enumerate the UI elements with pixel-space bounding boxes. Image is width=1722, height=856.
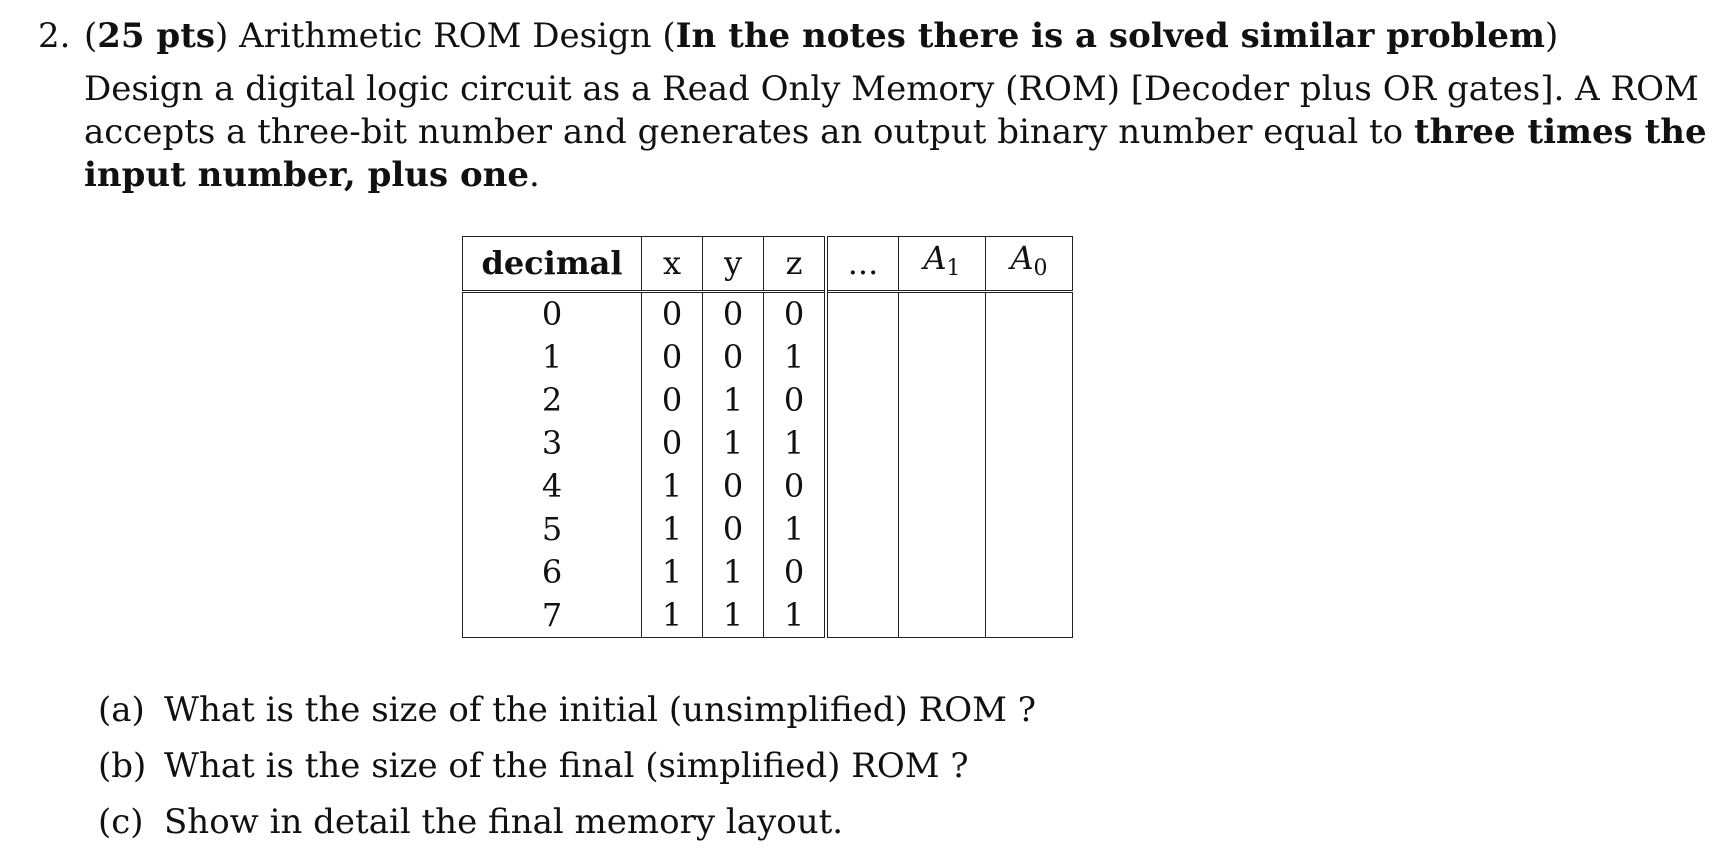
cell-a1	[899, 422, 986, 465]
cell-z: 0	[764, 379, 827, 422]
question-text: Show in detail the final memory layout.	[164, 802, 844, 842]
header-a1: $A_1$	[899, 237, 986, 292]
cell-y: 0	[703, 508, 764, 551]
cell-ellipsis	[826, 551, 899, 594]
problem-heading: 2. (25 pts) Arithmetic ROM Design (In the notes there is a solved similar problem)	[38, 16, 1559, 56]
question-a	[98, 688, 1036, 744]
cell-ellipsis	[826, 379, 899, 422]
cell-decimal: 6	[463, 551, 642, 594]
cell-a0	[986, 336, 1073, 379]
cell-ellipsis	[826, 292, 899, 337]
header-decimal: decimal	[463, 237, 642, 292]
cell-a1	[899, 551, 986, 594]
table-row	[463, 551, 1073, 594]
cell-ellipsis	[826, 336, 899, 379]
cell-ellipsis	[826, 422, 899, 465]
cell-z: 1	[764, 594, 827, 638]
cell-y: 0	[703, 336, 764, 379]
header-x: x	[642, 237, 703, 292]
cell-a0	[986, 465, 1073, 508]
problem-title: Arithmetic ROM Design (	[228, 16, 676, 56]
header-z: z	[764, 237, 827, 292]
cell-x: 1	[642, 551, 703, 594]
table-row	[463, 465, 1073, 508]
problem-number: 2.	[38, 16, 71, 56]
header-y: y	[703, 237, 764, 292]
cell-ellipsis	[826, 465, 899, 508]
cell-a0	[986, 379, 1073, 422]
question-label: (a)	[98, 690, 145, 730]
table-row	[463, 379, 1073, 422]
cell-y: 0	[703, 465, 764, 508]
cell-decimal: 2	[463, 379, 642, 422]
cell-y: 1	[703, 422, 764, 465]
question-list	[98, 688, 1036, 856]
cell-ellipsis	[826, 508, 899, 551]
header-ellipsis: ...	[826, 237, 899, 292]
cell-z: 1	[764, 508, 827, 551]
cell-a0	[986, 551, 1073, 594]
table-row	[463, 336, 1073, 379]
table-row	[463, 422, 1073, 465]
cell-a0	[986, 422, 1073, 465]
description-line-3: input number, plus one.	[84, 155, 540, 195]
header-a0: $A_0$	[986, 237, 1073, 292]
cell-x: 0	[642, 422, 703, 465]
cell-x: 1	[642, 465, 703, 508]
cell-z: 1	[764, 422, 827, 465]
question-label: (b)	[98, 746, 147, 786]
table-row	[463, 508, 1073, 551]
cell-y: 1	[703, 594, 764, 638]
question-b	[98, 744, 1036, 800]
cell-decimal: 0	[463, 292, 642, 337]
table-row	[463, 594, 1073, 638]
cell-a1	[899, 336, 986, 379]
cell-x: 0	[642, 336, 703, 379]
cell-decimal: 7	[463, 594, 642, 638]
cell-decimal: 3	[463, 422, 642, 465]
cell-a0	[986, 508, 1073, 551]
cell-a1	[899, 594, 986, 638]
cell-decimal: 4	[463, 465, 642, 508]
question-c	[98, 800, 1036, 856]
description-line-1: Design a digital logic circuit as a Read Only Memory (ROM) [Decoder plus OR gates]. A ROM	[84, 69, 1699, 109]
cell-z: 1	[764, 336, 827, 379]
problem-description	[84, 68, 1707, 197]
cell-a1	[899, 465, 986, 508]
cell-decimal: 1	[463, 336, 642, 379]
cell-y: 1	[703, 551, 764, 594]
cell-x: 0	[642, 292, 703, 337]
question-label: (c)	[98, 802, 144, 842]
cell-a0	[986, 594, 1073, 638]
cell-z: 0	[764, 465, 827, 508]
cell-x: 0	[642, 379, 703, 422]
cell-y: 1	[703, 379, 764, 422]
points-value: 25 pts	[97, 16, 216, 56]
cell-a1	[899, 508, 986, 551]
truth-table	[462, 236, 1073, 638]
table-row	[463, 292, 1073, 337]
cell-a0	[986, 292, 1073, 337]
truth-table-header-row	[463, 237, 1073, 292]
cell-y: 0	[703, 292, 764, 337]
cell-x: 1	[642, 508, 703, 551]
cell-a1	[899, 292, 986, 337]
description-line-2: accepts a three-bit number and generates an output binary number equal to three times the	[84, 112, 1707, 152]
cell-ellipsis	[826, 594, 899, 638]
cell-a1	[899, 379, 986, 422]
problem-note: In the notes there is a solved similar problem	[675, 16, 1545, 56]
cell-z: 0	[764, 292, 827, 337]
cell-x: 1	[642, 594, 703, 638]
cell-decimal: 5	[463, 508, 642, 551]
question-text: What is the size of the final (simplified) ROM ?	[164, 746, 969, 786]
question-text: What is the size of the initial (unsimplified) ROM ?	[164, 690, 1036, 730]
cell-z: 0	[764, 551, 827, 594]
